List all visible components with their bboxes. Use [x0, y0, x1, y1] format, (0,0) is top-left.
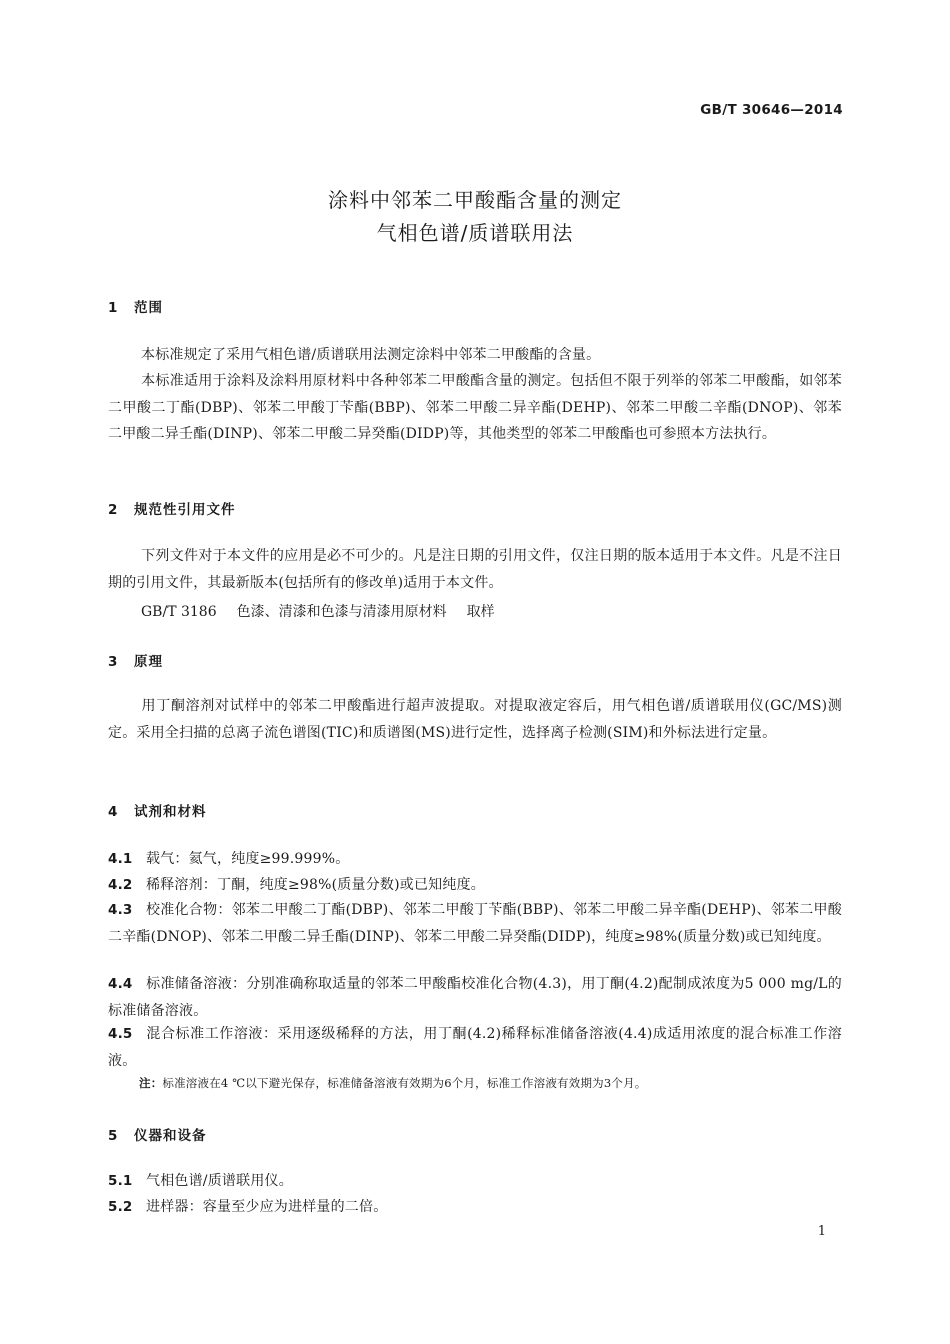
- document-title-line1: 涂料中邻苯二甲酸酯含量的测定: [328, 188, 622, 212]
- clause-number: 5.2: [108, 1199, 133, 1215]
- reference-code: GB/T 3186: [141, 604, 217, 620]
- section-title: 原理: [134, 654, 163, 670]
- clause-text: 气相色谱/质谱联用仪。: [146, 1173, 293, 1189]
- paragraph-text: 本标准适用于涂料及涂料用原材料中各种邻苯二甲酸酯含量的测定。包括但不限于列举的邻苯二甲酸酯，如邻苯二甲酸二丁酯(DBP)、邻苯二甲酸丁苄酯(BBP)、邻苯二甲酸二异辛酯(DEHP)、邻苯二甲酸二辛酯(DNOP)、邻苯二甲酸二异壬酯(DINP)、邻苯二甲酸二异癸酯(DIDP)等，其他类型的邻苯二甲酸酯也可参照本方法执行。: [108, 373, 842, 442]
- page-number: 1: [817, 1224, 826, 1239]
- section-5-heading: [108, 1124, 207, 1144]
- section-title: 范围: [134, 300, 163, 316]
- clause-text: 混合标准工作溶液：采用逐级稀释的方法，用丁酮(4.2)稀释标准储备溶液(4.4)成适用浓度的混合标准工作溶液。: [108, 1026, 842, 1069]
- section-3-paragraph-1: [108, 693, 842, 746]
- clause-text: 稀释溶剂：丁酮，纯度≥98%(质量分数)或已知纯度。: [146, 877, 485, 893]
- clause-4-3: [108, 897, 842, 950]
- clause-text: 标准储备溶液：分别准确称取适量的邻苯二甲酸酯校准化合物(4.3)，用丁酮(4.2)配制成浓度为5 000 mg/L的标准储备溶液。: [108, 976, 842, 1019]
- section-title: 仪器和设备: [134, 1128, 207, 1144]
- clause-4-1: [108, 846, 842, 873]
- section-3-heading: [108, 650, 163, 670]
- clause-text: 进样器：容量至少应为进样量的二倍。: [146, 1199, 388, 1215]
- section-title: 试剂和材料: [134, 804, 207, 820]
- section-1-paragraph-1: [108, 342, 842, 369]
- clause-number: 4.1: [108, 851, 133, 867]
- clause-4-4: [108, 971, 842, 1024]
- note-label: 注：: [139, 1076, 163, 1090]
- section-number: 5: [108, 1128, 119, 1144]
- paragraph-text: 下列文件对于本文件的应用是必不可少的。凡是注日期的引用文件，仅注日期的版本适用于本文件。凡是不注日期的引用文件，其最新版本(包括所有的修改单)适用于本文件。: [108, 548, 842, 591]
- note: [139, 1075, 646, 1091]
- section-2-paragraph-1: [108, 543, 842, 596]
- reference-title: 色漆、清漆和色漆与清漆用原材料: [236, 604, 447, 620]
- section-1-paragraph-2: [108, 368, 842, 448]
- clause-5-2: [108, 1194, 842, 1221]
- reference-suffix: 取样: [466, 604, 495, 620]
- section-4-heading: [108, 800, 207, 820]
- clause-number: 5.1: [108, 1173, 133, 1189]
- section-number: 4: [108, 804, 119, 820]
- clause-4-5: [108, 1021, 842, 1074]
- clause-number: 4.5: [108, 1026, 133, 1042]
- paragraph-text: 用丁酮溶剂对试样中的邻苯二甲酸酯进行超声波提取。对提取液定容后，用气相色谱/质谱联用仪(GC/MS)测定。采用全扫描的总离子流色谱图(TIC)和质谱图(MS)进行定性，选择离子检测(SIM)和外标法进行定量。: [108, 698, 842, 741]
- document-code: GB/T 30646—2014: [700, 102, 843, 118]
- clause-number: 4.4: [108, 976, 133, 992]
- clause-4-2: [108, 872, 842, 899]
- clause-number: 4.3: [108, 902, 133, 918]
- section-title: 规范性引用文件: [134, 502, 236, 518]
- section-1-heading: [108, 296, 163, 316]
- section-number: 1: [108, 300, 119, 316]
- normative-reference: [141, 601, 495, 621]
- clause-number: 4.2: [108, 877, 133, 893]
- section-number: 2: [108, 502, 119, 518]
- note-text: 标准溶液在4 ℃以下避光保存，标准储备溶液有效期为6个月，标准工作溶液有效期为3个月。: [162, 1076, 647, 1090]
- section-2-heading: [108, 498, 236, 518]
- section-number: 3: [108, 654, 119, 670]
- document-title-line2: 气相色谱/质谱联用法: [376, 221, 574, 245]
- clause-text: 校准化合物：邻苯二甲酸二丁酯(DBP)、邻苯二甲酸丁苄酯(BBP)、邻苯二甲酸二异辛酯(DEHP)、邻苯二甲酸二辛酯(DNOP)、邻苯二甲酸二异壬酯(DINP)、邻苯二甲酸二异癸酯(DIDP)，纯度≥98%(质量分数)或已知纯度。: [108, 902, 842, 945]
- clause-text: 载气：氦气，纯度≥99.999%。: [146, 851, 350, 867]
- paragraph-text: 本标准规定了采用气相色谱/质谱联用法测定涂料中邻苯二甲酸酯的含量。: [141, 347, 601, 363]
- clause-5-1: [108, 1168, 842, 1195]
